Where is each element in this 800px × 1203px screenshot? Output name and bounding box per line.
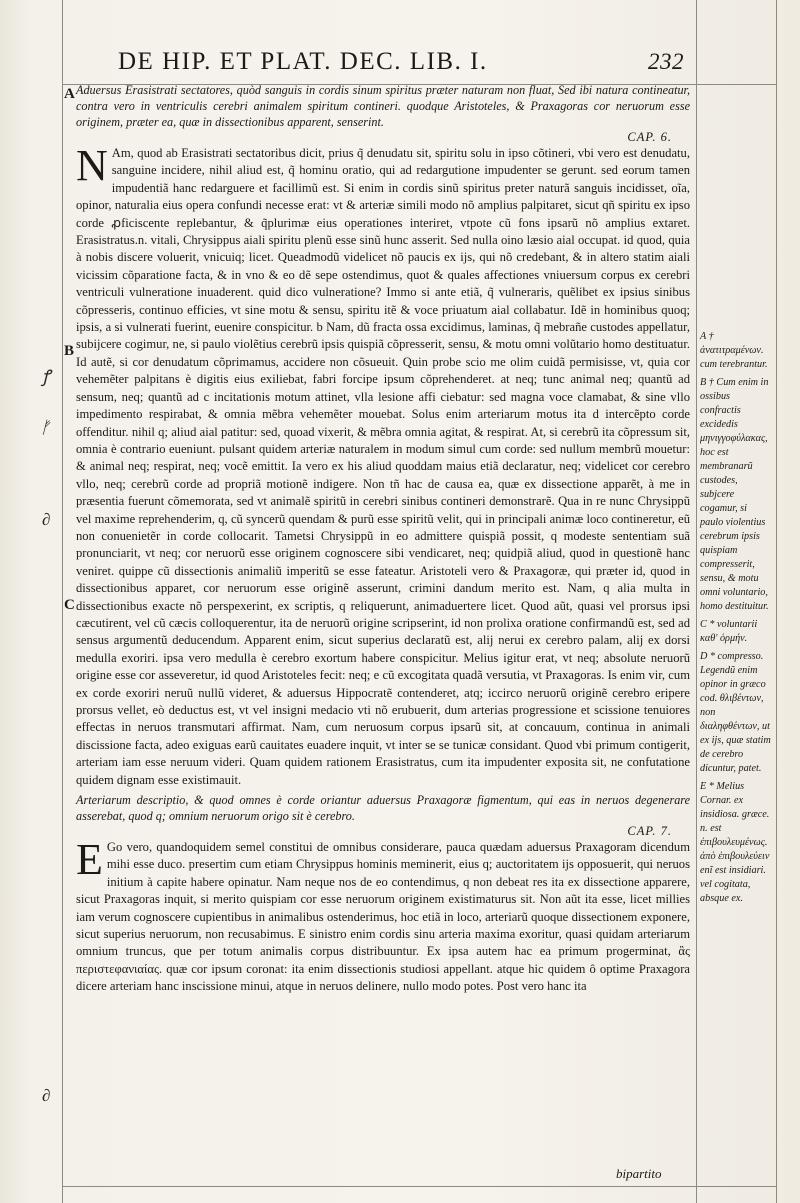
section-letter-a: A [64, 86, 75, 102]
chapter-6-body: N Am, quod ab Erasistrati sectatoribus dicit, prius q̃ denudatu sit, spiritu solu in ipso cõtineri, vbi vero est denudatu, sanguine incidere, nihil aliud est, q̃ hominu oratio, qui ad redargutione impudenter se gerunt. sed eorum tamen impudentiã hanc redarguere et facillimũ est. Si enim in cordis sinũ spiritus preter naturã sanguis incidisset, oĩa, opinor, naturalia eius opera confundi necesse erat: vt & arteriæ simili modo nõ amplius palpitaret, sicut qñ spiritu ex ipso corde ꝓficiscente replebantur, & q̃plurimæ eius operationes interiret, vtpote cũ fons ipsarũ nõ amplius extaret. Erasistratus.n. vitali, Chrysippus aiali spiritu plenũ esse sinũ hunc asserit. Sed nulla oino læsio aial occupat. id quod, quia à nobis discere voluerit, vnicuiq; licet. Queadmodũ videlicet nõ paucis ex ijs, qui nõ credebant, & in altero statim aiali vicissim cõparatione facta, & in vno & eo dẽ sepe ostendimus, quot & quales affectiones vniuersum corpus ex cerebri ventriculi vulneratione inuaderent. quid dico vulneratione? Immo si ante etiã, q̃ vulneraris, quẽlibet ex ipsius sinibus cõpresseris, continuo efficies, vt sine motu & sensu, spiritu itẽ & voce priuatum aial collabatur. Idẽ in hominibus quoq; ipsis, a si vulnerati fuerint, euenire conspicitur. b Nam, dũ fracta ossa excidimus, laminas, q̃ mebrañe custodes appellatur, subijcere cogimur, ne, si paulo violẽtius cerebrũ ipsis quispiã cõpresserit, sensu, & motu omni volũtario homo destituatur. Id autẽ, si cor denudatum cõprimamus, accidere non cõsueuit. Quin probe scio me olim cuidã permisisse, vt, quia cor vehemẽter palpitans è digitis eius exiliebat, fabri forcipe ipsum cõprehenderet. at neq; tunc animal neq; quantũ ad sensum, neq; quantũ ad c incitationis motum attinet, vlla lesione affi ciebatur: sed magna voce clamabat, & sine vllo impedimento respirabat, & omnia mẽbra vehemẽter mouebat. Solus enim arteriarum motus ita d intercẽpto corde offenditur. nihil q; aliud aial patitur: sed, quoad vixerit, & mẽbra omnia agitat, & respirat. At, si cerebrũ ita cõpressum sit, omnia è contrario eueniunt. pulsant quidem arteriæ naturalem in modum simul cum corde: sed nullum membrũ mouetur: & animal neq; respirat, neq; vocẽ emittit. Ia vero ex his aliud quoddam maius etiã declaratur, neq; videlicet cor cerebro vllo, neq; cerebrũ corde ad propriã motionẽ indigere. Non tñ hac de causa ea, quæ ex dissectione apparẽt, à me in præsentia fuerunt cõmemorata, sed vt animalẽ spiritũ in cerebri sinibus contineri demonstrarẽ. Qua in re nunc Chrysippũ vel maxime reprehenderim, q, cũ syncerũ quendam & purũ esse spiritũ velit, qui in principali animæ loco contineretur, eũ non conuenietẽr in corde collocarit. Tametsi Chrysippũ in eo admittere quispiã possit, q modeste sententiam suã pronunciarit, vt neq; cor neruorũ esse originem cognoscere sibi vendicaret, neq; quidpiã aliud, quod in questionẽ hanc veniret. quippe cũ dissectionis animaliũ imperitũ se esse fateatur. Aristoteli vero & Praxagoræ, qui præter id, quod in dissectionibus apparet, cor neruorum esse originẽ asserunt, crimini dandum merito est. Nam, q alia multa in dissectionibus exacte nõ perspexerint, ex scriptis, q reliquerunt, animaduertere licet. Quod aũt, quasi vel prorsus ipsi cæcutirent, vel cũ cæcis colloquerentur, ita de neruorũ origine scripserint, id non prolixa oratione confirmandũ est, sed ad sensus argumentũ deducendum. Apparent enim, sicut superius declaratũ est, alij nerui ex cerebro palam, alij ex dorsi medulla exoriri. ipsa vero medulla è cerebro exortum habere conspicitur. Melius igitur erat, vt neq; absolute neruorũ origine esse cor asseveretur, id quod Aristoteles fecit: neq; e cũ excogitata quadã versutia, vt Praxagoras. Is enim vir, cum ex corde exoriri neruũ nullũ videret, & aduersus Hippocratẽ contenderet, atq; iccirco neruorũ originẽ cerebro eripere prorsus vellet, eò deductus est, vt vel insigni medacio vti nõ erubuerit, dum arterias progressione et scissione tenuiores effectas in neruos transmutari affirmat. Nam, cum neruosum corpus ipsarũ sit, at concauum, continua in animali discissione facta, adeo exiguas earũ cauitates euadere inquit, vt inter se se tunicæ considant. Quod vbi primum contigerit, arteriam iam esse neruum videri. Quam quidem rationem Erasistratus, cum ita impudenter exposita sit, ne confutatione quidem dignam esse existimauit. [76, 141, 690, 787]
footer-rule [62, 1186, 776, 1187]
right-border-rule [776, 0, 777, 1203]
handwritten-mark: ∂ [42, 510, 51, 529]
margin-note: E * Melius Cornar. ex insidiosa. græce. n. est ἐπιβουλευμένως. ἀπὸ ἐπιβουλεύειν enĩ est insidiari. vel cogitata, absque ex. [700, 781, 770, 904]
section-letter-c: C [64, 597, 75, 613]
margin-note: C * voluntarii καθ' ὁρμήν. [700, 619, 758, 644]
chapter-6-summary: Aduersus Erasistrati sectatores, quòd sanguis in cordis sinum spiritus præter naturam non fluat, Sed ibi natura contineatur, contra vero in ventriculis cerebri animalem spiritum contineri. quodque Aristoteles, & Praxagoras cor neruorum esse originem, præter ea, quæ in dissectionibus apparent, senserint. [76, 83, 690, 129]
running-header [118, 48, 684, 82]
chapter-6-label: CAP. 6. [627, 130, 672, 144]
handwritten-mark: ꝭ [42, 367, 51, 386]
running-title: DE HIP. ET PLAT. DEC. LIB. I. [118, 48, 488, 75]
margin-note: A † ἀνατιτραμένων. cum terebrantur. [700, 331, 768, 370]
main-text-column [76, 82, 690, 996]
drop-cap-n: N [76, 141, 108, 190]
margin-border-rule [696, 0, 697, 1203]
chapter-7-summary: Arteriarum descriptio, & quod omnes è corde oriantur aduersus Praxagoræ figmentum, qui eas in neruos degenerare asserebat, quod q; omnium neruorum origo sit è cerebro. [76, 793, 690, 824]
section-letter-b: B [64, 343, 75, 359]
chapter-7-body: E Go vero, quandoquidem semel constitui de omnibus considerare, pauca quædam aduersus Praxagoram dicendum mihi esse duco. presertim cum etiam Chrysippus hominis meminerit, eius q; auctoritatem ijs opposuerit, qui neruos initium à capite habere opinatur. Nam neque nos de eo contendimus, q non debeat res ita ex dissectione apparere, sicut Praxagoras inquit, si merito quispiam cor esse neruorum originem existimaturus sit. Non aũt ita esse, licet millies iam verum cognoscere cupientibus in animalibus ostenderimus, hoc etiã in loco, arteriarũ quoque dissectionem exponere, sicut superius neruorum, non recusabimus. E sinistro enim cordis sinu arteria maxima exoritur, quasi quidam arteriarum omnium truncus, que per totum animalis corpus distribuuntur. Ex ipsa autem hac ea primum progerminat, ἃς περιστεφανιαίας. quæ cor ipsum coronat: ita enim dissectionis studiosi appellant. atque hic quidem ô optime Praxagora dicere arteriam hanc inscissione minui, atque in neruos delinere, nullo modo potes. Post vero hanc ita [76, 835, 690, 994]
margin-note: D * compresso. Legendũ enim opinor in græco cod. θλιβέντων, non διαληφθέντων, ut ex ijs, quæ statim de cerebro dicuntur, patet. [700, 651, 771, 774]
catchword: bipartito [616, 1166, 662, 1181]
margin-note: B † Cum enim in ossibus confractis excidedis μηνιγγοφύλακας, hoc est membranarũ custodes, subjcere cogamur, si paulo violentius cerebrum ipsis quispiam compresserit, sensu, & motu omni voluntario, homo destituitur. [700, 377, 769, 612]
folio-number: 232 [648, 49, 684, 74]
drop-cap-e: E [76, 835, 103, 885]
left-border-rule [62, 0, 63, 1203]
handwritten-mark: ∂ [42, 1086, 51, 1105]
marginal-notes [700, 330, 772, 910]
handwritten-mark: ᚠ [40, 418, 51, 437]
chapter-7-label: CAP. 7. [627, 824, 672, 839]
